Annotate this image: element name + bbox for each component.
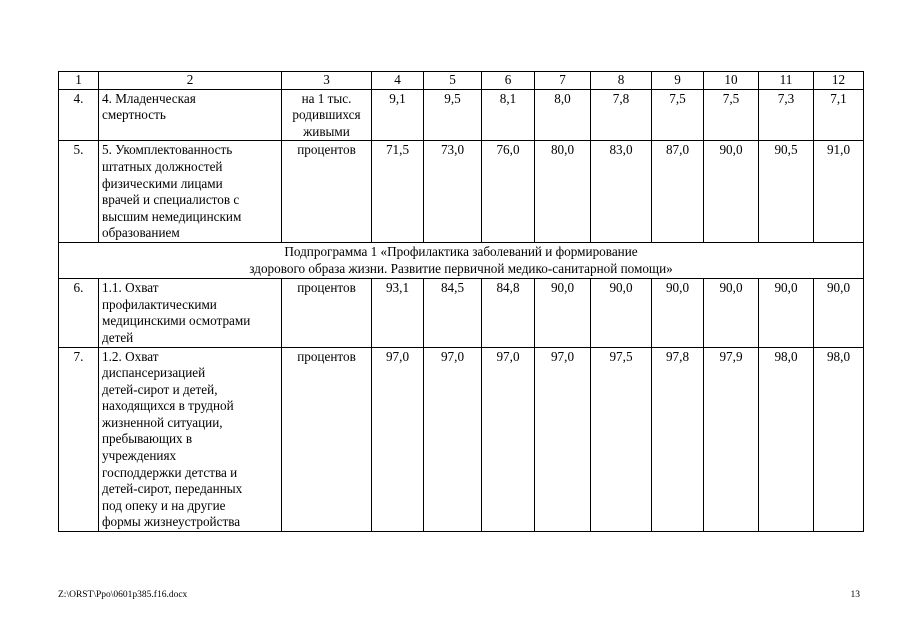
indicator-name [99, 279, 282, 347]
column-number: 4 [372, 72, 424, 90]
value-cell: 73,0 [424, 141, 482, 243]
unit-line: процентов [297, 348, 356, 364]
column-number: 9 [652, 72, 704, 90]
value-cell: 97,8 [652, 347, 704, 532]
value-cell: 90,0 [814, 279, 864, 347]
indicator-line: детей [102, 329, 134, 345]
value-cell: 7,3 [759, 89, 814, 141]
value-cell: 7,5 [652, 89, 704, 141]
value-cell: 90,0 [759, 279, 814, 347]
value-cell: 9,1 [372, 89, 424, 141]
unit-cell [282, 279, 372, 347]
value-cell: 97,9 [704, 347, 759, 532]
value-cell: 97,0 [482, 347, 535, 532]
column-number: 3 [282, 72, 372, 90]
column-number: 8 [591, 72, 652, 90]
unit-line: родившихся [292, 107, 361, 123]
column-number-row [59, 72, 864, 90]
page-number: 13 [850, 590, 860, 600]
row-number: 5. [59, 141, 99, 243]
row-number: 7. [59, 347, 99, 532]
value-cell: 90,0 [704, 141, 759, 243]
value-cell: 90,0 [704, 279, 759, 347]
unit-line: живыми [303, 123, 350, 139]
indicator-line: высшим немедицинским [102, 208, 242, 224]
indicator-line: диспансеризацией [102, 365, 206, 381]
value-cell: 87,0 [652, 141, 704, 243]
unit-line: процентов [297, 142, 356, 158]
indicator-line: детей-сирот и детей, [102, 381, 218, 397]
indicator-line: 1.1. Охват [102, 280, 159, 296]
value-cell: 7,8 [591, 89, 652, 141]
indicator-line: 1.2. Охват [102, 348, 159, 364]
value-cell: 90,5 [759, 141, 814, 243]
indicator-line: формы жизнеустройства [102, 514, 241, 530]
indicator-line: детей-сирот, переданных [102, 481, 243, 497]
value-cell: 71,5 [372, 141, 424, 243]
indicators-table [58, 71, 864, 532]
value-cell: 84,8 [482, 279, 535, 347]
value-cell: 90,0 [591, 279, 652, 347]
subprogram-title-line: здорового образа жизни. Развитие первичной медико-санитарной помощи» [249, 260, 673, 276]
indicator-name [99, 89, 282, 141]
unit-line: процентов [297, 280, 356, 296]
value-cell: 97,0 [372, 347, 424, 532]
subprogram-header-row [59, 242, 864, 278]
value-cell: 83,0 [591, 141, 652, 243]
indicator-line: 4. Младенческая [102, 90, 196, 106]
unit-cell [282, 89, 372, 141]
indicator-name [99, 141, 282, 243]
indicator-line: жизненной ситуации, [102, 414, 223, 430]
indicator-line: профилактическими [102, 296, 217, 312]
document-file-path: Z:\ORST\Ppo\0601p385.f16.docx [58, 590, 188, 600]
value-cell: 76,0 [482, 141, 535, 243]
value-cell: 97,0 [535, 347, 591, 532]
column-number: 5 [424, 72, 482, 90]
table-row [59, 347, 864, 532]
value-cell: 7,5 [704, 89, 759, 141]
row-number: 6. [59, 279, 99, 347]
table-row [59, 89, 864, 141]
indicator-name [99, 347, 282, 532]
indicator-line: под опеку и на другие [102, 497, 226, 513]
row-number: 4. [59, 89, 99, 141]
indicator-line: 5. Укомплектованность [102, 142, 233, 158]
table-row [59, 141, 864, 243]
column-number: 10 [704, 72, 759, 90]
column-number: 11 [759, 72, 814, 90]
indicator-line: образованием [102, 225, 180, 241]
value-cell: 8,0 [535, 89, 591, 141]
table-row [59, 279, 864, 347]
subprogram-title [59, 242, 864, 278]
value-cell: 97,0 [424, 347, 482, 532]
value-cell: 9,5 [424, 89, 482, 141]
subprogram-title-line: Подпрограмма 1 «Профилактика заболеваний и формирование [284, 243, 638, 259]
value-cell: 8,1 [482, 89, 535, 141]
indicator-line: учреждениях [102, 448, 177, 464]
value-cell: 98,0 [814, 347, 864, 532]
column-number: 12 [814, 72, 864, 90]
value-cell: 84,5 [424, 279, 482, 347]
indicator-line: смертность [102, 107, 166, 123]
indicator-line: медицинскими осмотрами [102, 313, 251, 329]
indicator-line: господдержки детства и [102, 464, 238, 480]
value-cell: 91,0 [814, 141, 864, 243]
unit-cell [282, 347, 372, 532]
indicator-line: пребывающих в [102, 431, 193, 447]
indicator-line: физическими лицами [102, 175, 223, 191]
indicator-line: штатных должностей [102, 158, 223, 174]
indicator-line: находящихся в трудной [102, 398, 234, 414]
column-number: 6 [482, 72, 535, 90]
value-cell: 90,0 [535, 279, 591, 347]
value-cell: 98,0 [759, 347, 814, 532]
unit-cell [282, 141, 372, 243]
column-number: 1 [59, 72, 99, 90]
value-cell: 97,5 [591, 347, 652, 532]
value-cell: 90,0 [652, 279, 704, 347]
column-number: 7 [535, 72, 591, 90]
value-cell: 93,1 [372, 279, 424, 347]
indicator-line: врачей и специалистов с [102, 192, 240, 208]
column-number: 2 [99, 72, 282, 90]
value-cell: 7,1 [814, 89, 864, 141]
unit-line: на 1 тыс. [301, 90, 352, 106]
value-cell: 80,0 [535, 141, 591, 243]
